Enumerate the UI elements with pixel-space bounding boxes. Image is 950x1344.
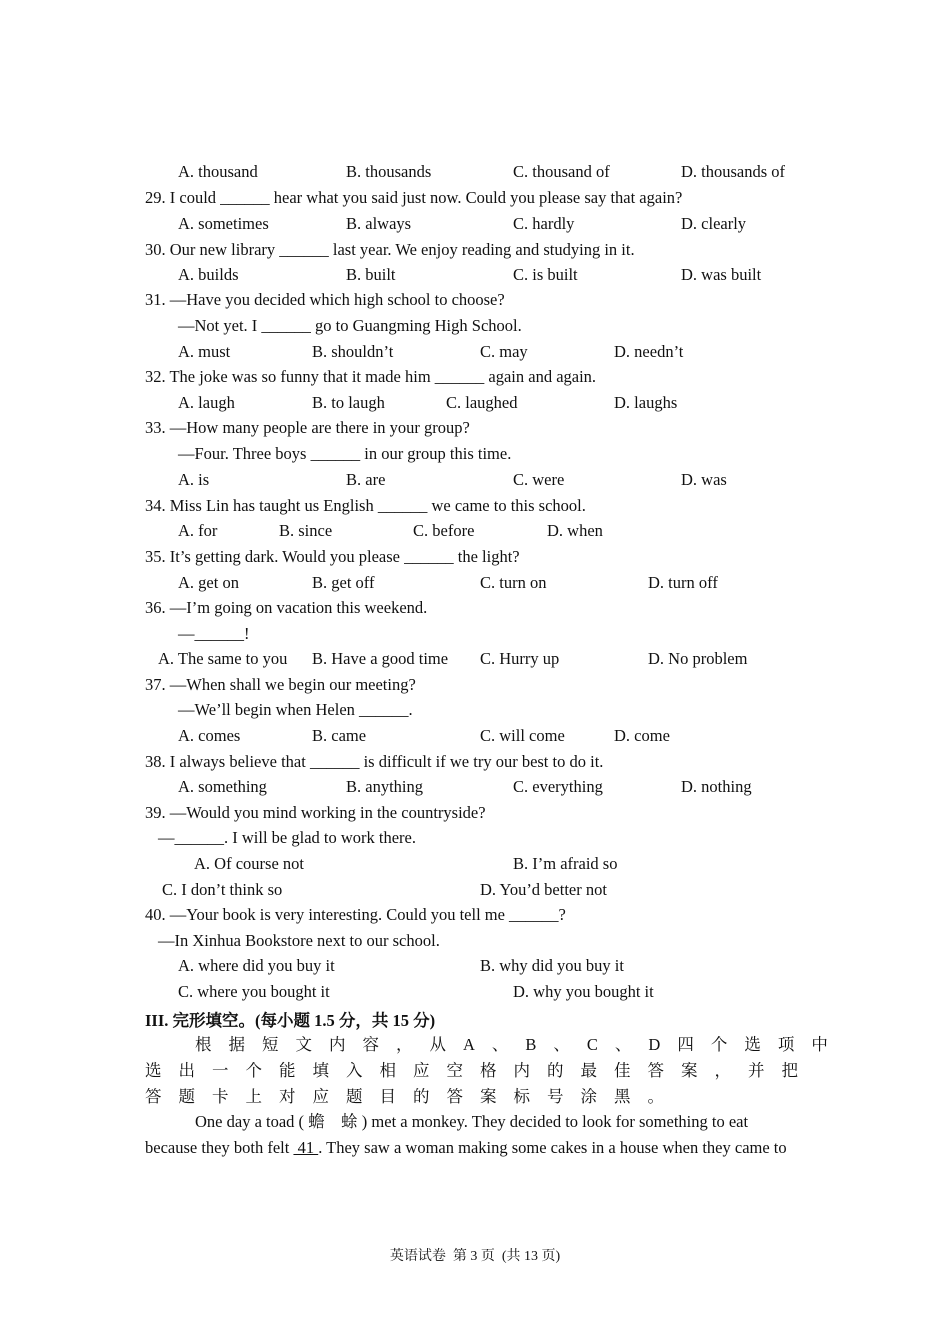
q35-option-b: B. get off: [312, 573, 375, 592]
q40-reply: —In Xinhua Bookstore next to our school.: [158, 931, 440, 950]
q40-stem: 40. —Your book is very interesting. Could you tell me ______?: [145, 905, 566, 924]
q28-option-b: B. thousands: [346, 162, 432, 181]
q29-option-c: C. hardly: [513, 214, 575, 233]
q34-option-d: D. when: [547, 521, 603, 540]
instruction-line-3: 答题卡上对应题目的答案标号涂黑。: [145, 1087, 681, 1106]
q34-stem: 34. Miss Lin has taught us English ______ we came to this school.: [145, 496, 586, 515]
q36-option-d: D. No problem: [648, 649, 748, 668]
q38-option-b: B. anything: [346, 777, 423, 796]
q28-option-d: D. thousands of: [681, 162, 786, 181]
q35-option-d: D. turn off: [648, 573, 718, 592]
passage-line-2-end: . They saw a woman making some cakes in a house when they came to: [318, 1138, 787, 1157]
q32-option-d: D. laughs: [614, 393, 678, 412]
q34-option-a: A. for: [178, 521, 218, 540]
q34-option-c: C. before: [413, 521, 475, 540]
q34-option-b: B. since: [279, 521, 333, 540]
q37-stem: 37. —When shall we begin our meeting?: [145, 675, 416, 694]
q31-option-b: B. shouldn’t: [312, 342, 394, 361]
q32-stem: 32. The joke was so funny that it made him ______ again and again.: [145, 367, 597, 386]
q37-option-d: D. come: [614, 726, 670, 745]
q30-stem: 30. Our new library ______ last year. We enjoy reading and studying in it.: [145, 240, 635, 259]
q36-reply: —______!: [178, 624, 250, 643]
page-footer: 英语试卷 第 3 页 (共 13 页): [389, 1249, 561, 1264]
q31-reply: —Not yet. I ______ go to Guangming High School.: [178, 316, 522, 335]
q40-option-a: A. where did you buy it: [178, 956, 335, 975]
q40-option-c: C. where you bought it: [178, 982, 330, 1001]
q39-option-c: C. I don’t think so: [162, 880, 283, 899]
q37-option-b: B. came: [312, 726, 367, 745]
q35-stem: 35. It’s getting dark. Would you please ______ the light?: [145, 547, 520, 566]
q39-stem: 39. —Would you mind working in the countryside?: [145, 803, 486, 822]
q31-option-a: A. must: [178, 342, 231, 361]
q29-option-a: A. sometimes: [178, 214, 269, 233]
q30-option-d: D. was built: [681, 265, 762, 284]
q37-option-c: C. will come: [480, 726, 565, 745]
q40-option-d: D. why you bought it: [513, 982, 654, 1001]
q29-option-d: D. clearly: [681, 214, 747, 233]
q38-stem: 38. I always believe that ______ is difficult if we try our best to do it.: [145, 752, 604, 771]
instruction-line-1: 根据短文内容，从A、B、C、D四个选项中: [195, 1035, 845, 1054]
q37-reply: —We’ll begin when Helen ______.: [178, 700, 413, 719]
q38-option-a: A. something: [178, 777, 267, 796]
passage-line-2: [145, 1138, 787, 1158]
passage-line-1: One day a toad ( 蟾 蜍 ) met a monkey. They decided to look for something to eat: [195, 1112, 749, 1131]
q32-option-c: C. laughed: [446, 393, 518, 412]
q38-option-d: D. nothing: [681, 777, 752, 796]
q29-option-b: B. always: [346, 214, 412, 233]
q30-option-a: A. builds: [178, 265, 239, 284]
q32-option-a: A. laugh: [178, 393, 235, 412]
q39-reply: —______. I will be glad to work there.: [158, 828, 416, 847]
q38-option-c: C. everything: [513, 777, 603, 796]
q33-option-b: B. are: [346, 470, 386, 489]
q30-option-b: B. built: [346, 265, 396, 284]
q39-option-d: D. You’d better not: [480, 880, 607, 899]
q33-stem: 33. —How many people are there in your group?: [145, 418, 470, 437]
q33-option-a: A. is: [178, 470, 210, 489]
instruction-line-2: 选出一个能填入相应空格内的最佳答案，并把: [145, 1061, 815, 1080]
q31-option-d: D. needn’t: [614, 342, 684, 361]
q36-option-b: B. Have a good time: [312, 649, 449, 668]
q30-option-c: C. is built: [513, 265, 578, 284]
q36-option-c: C. Hurry up: [480, 649, 560, 668]
q33-reply: —Four. Three boys ______ in our group this time.: [178, 444, 512, 463]
blank-41: 41: [293, 1138, 319, 1157]
q36-option-a: A. The same to you: [158, 649, 288, 668]
q37-option-a: A. comes: [178, 726, 241, 745]
q31-stem: 31. —Have you decided which high school to choose?: [145, 290, 505, 309]
q29-stem: 29. I could ______ hear what you said just now. Could you please say that again?: [145, 188, 683, 207]
q28-option-a: A. thousand: [178, 162, 258, 181]
q31-option-c: C. may: [480, 342, 528, 361]
q35-option-a: A. get on: [178, 573, 239, 592]
q40-option-b: B. why did you buy it: [480, 956, 624, 975]
q35-option-c: C. turn on: [480, 573, 547, 592]
section-3-heading: III. 完形填空。(每小题 1.5 分，共 15 分): [145, 1011, 436, 1030]
q28-option-c: C. thousand of: [513, 162, 610, 181]
q36-stem: 36. —I’m going on vacation this weekend.: [145, 598, 428, 617]
q39-option-b: B. I’m afraid so: [513, 854, 618, 873]
q39-option-a: A. Of course not: [194, 854, 304, 873]
q33-option-c: C. were: [513, 470, 565, 489]
q33-option-d: D. was: [681, 470, 727, 489]
passage-line-2-start: because they both felt: [145, 1138, 294, 1157]
q32-option-b: B. to laugh: [312, 393, 385, 412]
